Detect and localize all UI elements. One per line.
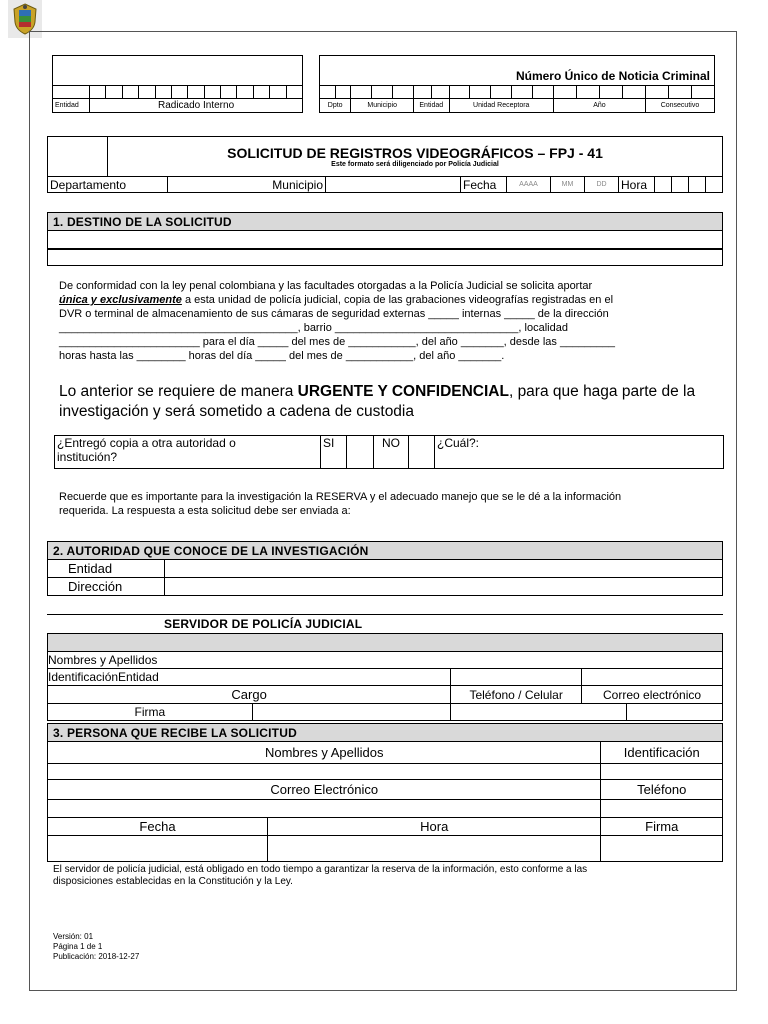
receptor-hora-label: Hora [268,818,601,836]
hora-label: Hora [619,177,655,193]
section-3 [47,723,723,862]
municipio-label: Municipio [351,99,414,113]
entidad-field[interactable] [165,560,723,578]
no-checkbox[interactable] [409,436,435,469]
form-subtitle: Este formato será diligenciado por Policía Judicial [331,161,499,168]
copia-question [54,435,724,469]
dpto-label: Dpto [320,99,351,113]
hora-field-4[interactable] [706,177,723,193]
telefono-field[interactable] [451,704,627,720]
no-label: NO [374,436,409,469]
radicado-box [52,55,303,113]
question-line-1: ¿Entregó copia a otra autoridad o [57,436,236,450]
si-label: SI [321,436,347,469]
receptor-correo-label: Correo Electrónico [48,780,601,800]
receptor-fecha-field[interactable] [48,836,268,862]
hora-field-3[interactable] [689,177,706,193]
receptor-firma-label: Firma [601,818,723,836]
radicado-label: Radicado Interno [90,99,303,113]
fecha-label: Fecha [461,177,507,193]
section-2 [47,541,723,596]
correo-label: Correo electrónico [582,686,723,704]
receptor-fecha-label: Fecha [48,818,268,836]
servidor-table [47,633,723,721]
footer-info [53,932,139,962]
divider [47,614,723,615]
si-checkbox[interactable] [347,436,374,469]
receptor-telefono-field[interactable] [601,800,723,818]
receptor-correo-field[interactable] [48,800,601,818]
para-line-4: _______________________________________, barrio ______________________________, localidad [59,322,568,334]
urgent-text-a: Lo anterior se requiere de manera [59,383,298,400]
title-block [47,136,723,193]
section-1 [47,212,723,266]
urgent-bold: URGENTE Y CONFIDENCIAL [297,383,509,400]
pagina-text: Página 1 de 1 [53,942,103,951]
receptor-id-label: Identificación [601,742,723,764]
servidor-nombres-label: Nombres y Apellidos [48,652,723,669]
noticia-criminal-box [319,55,715,113]
direccion-label: Dirección [48,578,165,596]
receptor-nombres-label: Nombres y Apellidos [48,742,601,764]
servidor-identificacion-label: IdentificaciónEntidad [48,669,451,686]
reserva-paragraph [59,490,715,518]
reserva-line-2: requerida. La respuesta a esta solicitud debe ser enviada a: [59,505,351,517]
question-line-2: institución? [57,450,118,464]
para-line-2 [59,293,711,307]
section-1-title: 1. DESTINO DE LA SOLICITUD [48,213,723,231]
dd-field[interactable]: DD [585,177,619,193]
firma-label: Firma [48,704,253,721]
urgent-text-b: , para que haga parte de la [508,383,696,400]
correo-field[interactable] [627,704,722,720]
solicitud-paragraph [59,279,711,363]
anio-label: Año [553,99,645,113]
section-2-title: 2. AUTORIDAD QUE CONOCE DE LA INVESTIGACIÓN [48,542,723,560]
numero-unico-title: Número Único de Noticia Criminal [320,56,715,86]
receptor-hora-field[interactable] [268,836,601,862]
publicacion-text: Publicación: 2018-12-27 [53,952,140,961]
destino-field-1[interactable] [48,231,723,249]
entidad-label: Entidad [53,99,90,113]
municipio-field[interactable] [326,177,461,193]
direccion-field[interactable] [165,578,723,596]
reserva-notice [53,864,715,888]
receptor-nombres-field[interactable] [48,764,601,780]
entidad-label-2: Entidad [48,560,165,578]
reserva-line-1: Recuerde que es importante para la investigación la RESERVA y el adecuado manejo que se le dé a la información [59,491,622,503]
mm-field[interactable]: MM [551,177,585,193]
receptor-id-field[interactable] [601,764,723,780]
hora-field-2[interactable] [672,177,689,193]
notice-line-2: disposiciones establecidas en la Constitución y la Ley. [53,876,293,887]
consecutivo-label: Consecutivo [645,99,714,113]
form-title: SOLICITUD DE REGISTROS VIDEOGRÁFICOS – FPJ - 41 [227,145,603,161]
hora-field-1[interactable] [655,177,672,193]
servidor-id-field[interactable] [451,669,582,686]
para-line-3: DVR o terminal de almacenamiento de sus cámaras de seguridad externas _____ internas _____ de la dirección [59,308,609,320]
section-3-title: 3. PERSONA QUE RECIBE LA SOLICITUD [48,724,723,742]
cual-field[interactable]: ¿Cuál?: [435,436,724,469]
destino-field-2[interactable] [48,249,723,266]
servidor-entidad-field[interactable] [582,669,723,686]
unidad-receptora-label: Unidad Receptora [449,99,553,113]
para-line-1: De conformidad con la ley penal colombiana y las facultades otorgadas a la Policía Judicial se solicita aportar [59,280,593,292]
para-line-2-text: a esta unidad de policía judicial, copia de las grabaciones videografías registradas en el [181,294,614,306]
receptor-firma-field[interactable] [601,836,723,862]
servidor-gray-row [48,634,723,652]
version-text: Versión: 01 [53,932,94,941]
para-bold-text: única y exclusivamente [59,294,182,306]
municipio-title-label: Municipio [168,177,326,193]
servidor-title: SERVIDOR DE POLICÍA JUDICIAL [164,617,363,631]
para-line-5: _______________________ para el día _____ del mes de ___________, del año _______, desde las _________ [59,336,615,348]
urgent-line-1 [59,382,715,402]
para-line-6: horas hasta las ________ horas del día _____ del mes de ___________, del año _______. [59,350,505,362]
urgent-line-2: investigación y será sometido a cadena de custodia [59,403,414,420]
receptor-telefono-label: Teléfono [601,780,723,800]
notice-line-1: El servidor de policía judicial, está obligado en todo tiempo a garantizar la reserva de la información, esto conforme a las [53,864,588,875]
urgent-paragraph [59,382,715,422]
telefono-label: Teléfono / Celular [451,686,582,704]
firma-field[interactable] [252,704,451,721]
departamento-label: Departamento [48,177,168,193]
cargo-label: Cargo [48,686,451,704]
aaaa-field[interactable]: AAAA [507,177,551,193]
entidad2-label: Entidad [414,99,450,113]
